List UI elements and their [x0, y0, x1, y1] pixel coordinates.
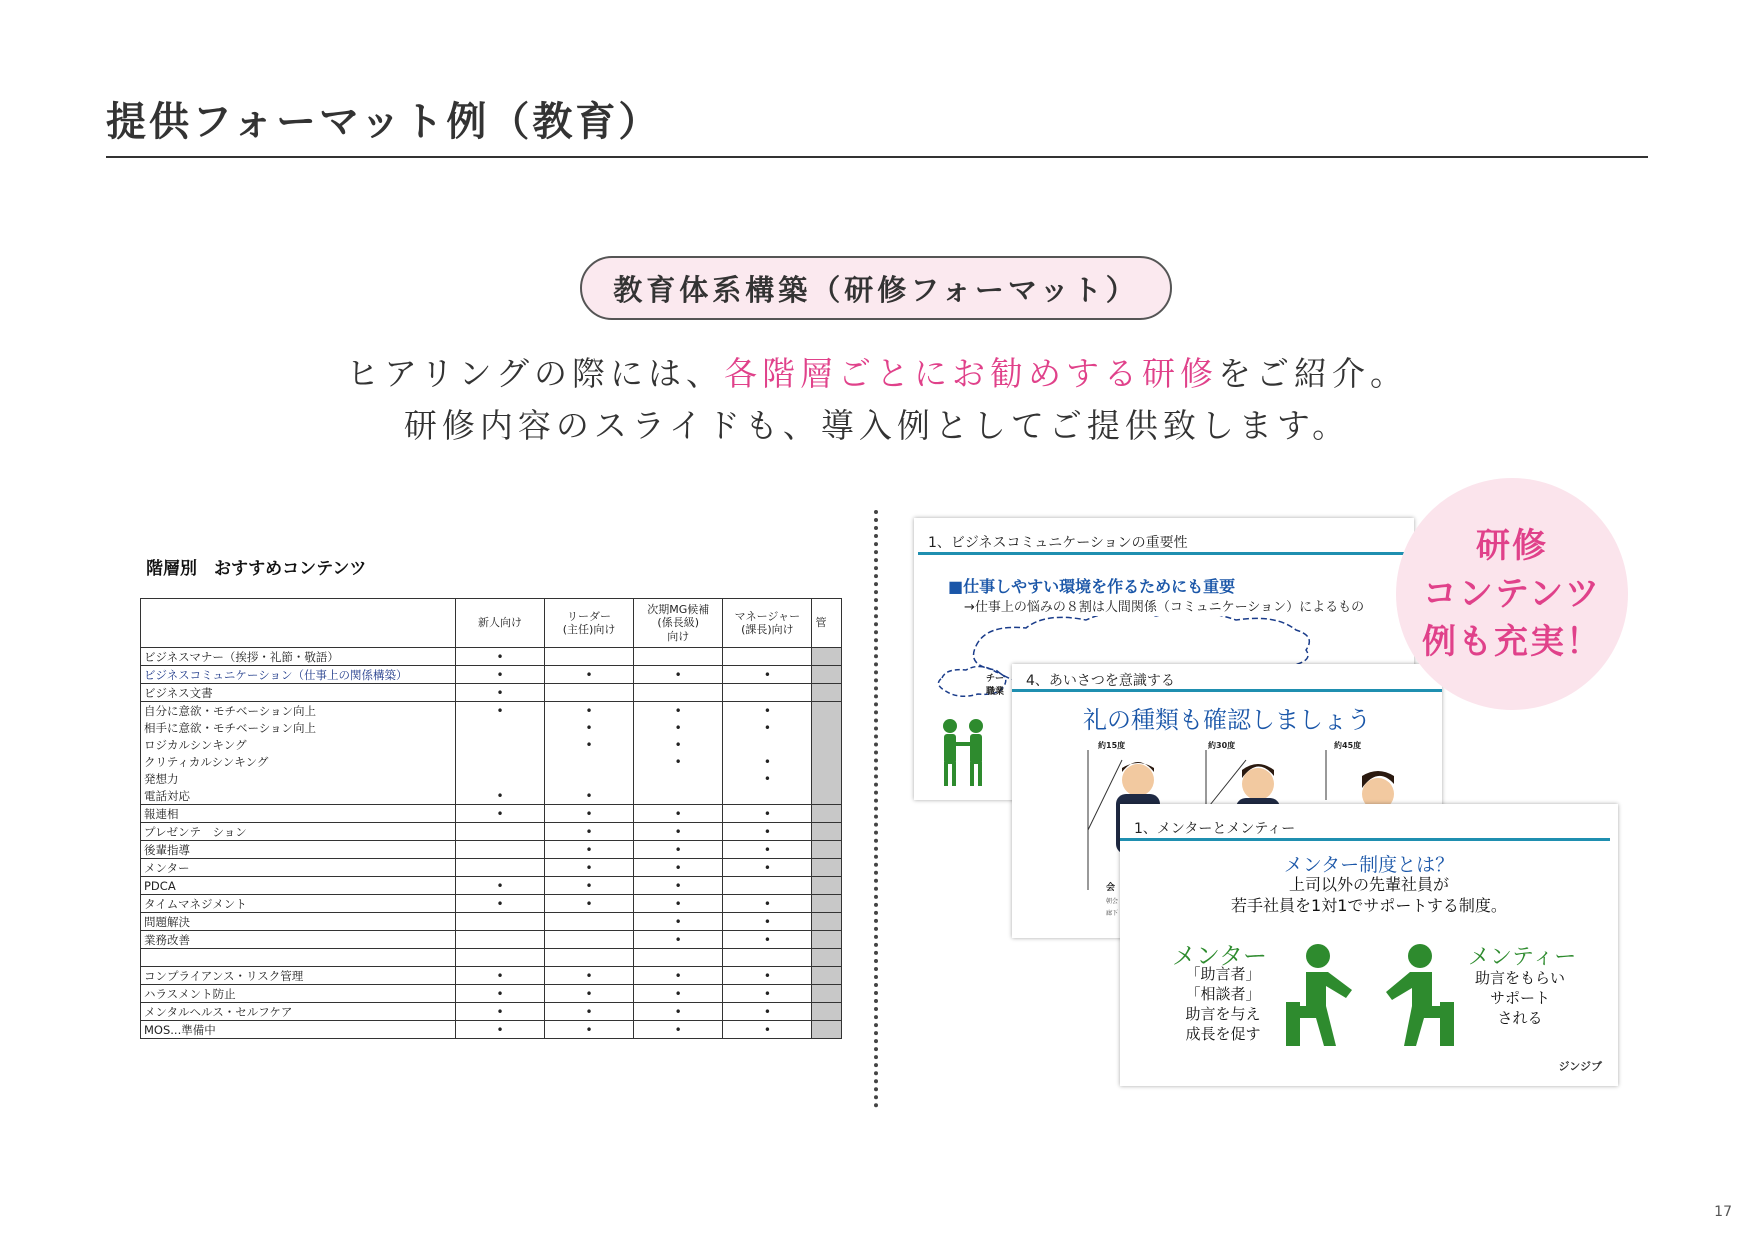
- row-label: ビジネスコミュニケーション（仕事上の関係構築）: [141, 666, 456, 684]
- table-row: [141, 1003, 842, 1021]
- mark-cell: •: [456, 666, 545, 684]
- mentor-line: 成長を促す: [1185, 1025, 1261, 1043]
- slide2-header: 4、あいさつを意識する: [1026, 673, 1175, 689]
- mark-cell: •: [723, 666, 812, 684]
- row-label: コンプライアンス・リスク管理: [141, 967, 456, 985]
- mark-cell: •: [634, 1003, 723, 1021]
- column-header: 新人向け: [456, 599, 545, 648]
- mark-cell: •: [545, 823, 634, 841]
- slide1-header: 1、ビジネスコミュニケーションの重要性: [928, 535, 1188, 551]
- mark-cell: •: [723, 823, 812, 841]
- row-label: 問題解決: [141, 913, 456, 931]
- mark-cell: •: [634, 719, 723, 736]
- mentor-line: 「助言者」: [1185, 965, 1261, 983]
- handshake-figures-icon: [943, 719, 983, 786]
- table-row: [141, 841, 842, 859]
- column-header: リーダー (主任)向け: [545, 599, 634, 648]
- mark-cell: [456, 736, 545, 753]
- mark-cell: [545, 770, 634, 787]
- mark-cell: •: [456, 895, 545, 913]
- cut-off-column-cell: [812, 1021, 842, 1039]
- row-label: 報連相: [141, 805, 456, 823]
- mark-cell: [723, 648, 812, 666]
- section-pill-label: 教育体系構築（研修フォーマット）: [613, 272, 1139, 307]
- mark-cell: •: [634, 967, 723, 985]
- contents-badge: [1396, 478, 1628, 710]
- row-label: ビジネスマナー（挨拶・礼節・敬語）: [141, 648, 456, 666]
- mark-cell: •: [545, 736, 634, 753]
- cut-off-column-cell: [812, 1003, 842, 1021]
- mark-cell: •: [634, 753, 723, 770]
- mark-cell: •: [456, 684, 545, 702]
- mark-cell: [723, 787, 812, 805]
- slide2-header-bar: [1012, 689, 1442, 692]
- page-number: 17: [1714, 1204, 1732, 1220]
- mark-cell: •: [634, 823, 723, 841]
- badge-line: 研修: [1476, 525, 1548, 566]
- mark-cell: •: [723, 1003, 812, 1021]
- header-blank-cell: [141, 599, 456, 648]
- mark-cell: •: [723, 805, 812, 823]
- mark-cell: •: [545, 985, 634, 1003]
- mark-cell: •: [634, 913, 723, 931]
- cut-off-column-cell: [812, 770, 842, 787]
- row-label: ビジネス文書: [141, 684, 456, 702]
- table-row: [141, 805, 842, 823]
- intro-highlight: 各階層ごとにお勧めする研修: [724, 354, 1219, 393]
- mark-cell: [456, 841, 545, 859]
- mark-cell: [456, 719, 545, 736]
- mark-cell: •: [723, 931, 812, 949]
- spacer-cell: [634, 949, 723, 967]
- table-row: [141, 859, 842, 877]
- mark-cell: •: [634, 702, 723, 720]
- cloud-text-2: 職業: [986, 687, 1005, 697]
- cut-off-column-cell: [812, 859, 842, 877]
- cut-off-column-cell: [812, 913, 842, 931]
- cut-off-column-cell: [812, 719, 842, 736]
- mark-cell: •: [723, 1021, 812, 1039]
- mark-cell: •: [723, 702, 812, 720]
- row-label: 後輩指導: [141, 841, 456, 859]
- mark-cell: •: [723, 913, 812, 931]
- mentor-line: 「相談者」: [1185, 985, 1261, 1003]
- mark-cell: •: [634, 1021, 723, 1039]
- table-spacer-row: [141, 949, 842, 967]
- mark-cell: •: [634, 985, 723, 1003]
- row-label: クリティカルシンキング: [141, 753, 456, 770]
- row-label: 発想力: [141, 770, 456, 787]
- cloud-text-1: チー: [986, 674, 1005, 684]
- column-header: 次期MG候補 (係長級) 向け: [634, 599, 723, 648]
- mark-cell: •: [723, 967, 812, 985]
- mark-cell: •: [545, 787, 634, 805]
- contents-table: [140, 598, 842, 1072]
- slide2-foot-2: 朝会: [1106, 898, 1119, 905]
- mark-cell: [456, 913, 545, 931]
- table-row: [141, 985, 842, 1003]
- mark-cell: [634, 787, 723, 805]
- mark-cell: •: [634, 877, 723, 895]
- mark-cell: •: [723, 859, 812, 877]
- slide1-header-bar: [918, 552, 1406, 555]
- bow-label-1: 約15度: [1098, 741, 1126, 750]
- spacer-cell: [723, 949, 812, 967]
- mark-cell: [723, 684, 812, 702]
- slide1-subtitle: ■仕事しやすい環境を作るためにも重要: [948, 577, 1236, 596]
- mark-cell: •: [456, 1003, 545, 1021]
- mentee-line: 助言をもらい: [1474, 969, 1565, 987]
- table-row: [141, 666, 842, 684]
- cut-off-column-cell: [812, 702, 842, 720]
- cut-off-column-cell: [812, 841, 842, 859]
- mark-cell: [723, 877, 812, 895]
- mark-cell: •: [545, 666, 634, 684]
- table-row: [141, 931, 842, 949]
- mentor-description: [1178, 964, 1268, 1044]
- mentee-label: メンティー: [1468, 945, 1577, 970]
- spacer-cell: [456, 949, 545, 967]
- table-row: [141, 1021, 842, 1039]
- mark-cell: •: [545, 877, 634, 895]
- mentee-line: される: [1497, 1009, 1543, 1027]
- mentee-line: サポート: [1489, 989, 1550, 1007]
- intro-line-1-a: ヒアリングの際には、: [345, 354, 725, 393]
- mark-cell: [723, 736, 812, 753]
- mark-cell: •: [456, 805, 545, 823]
- slide1-note: →仕事上の悩みの８割は人間関係（コミュニケーション）によるもの: [964, 600, 1365, 615]
- mark-cell: [545, 913, 634, 931]
- mentee-description: [1470, 968, 1570, 1028]
- table-row: [141, 736, 842, 753]
- mark-cell: •: [723, 895, 812, 913]
- row-label: メンタルヘルス・セルフケア: [141, 1003, 456, 1021]
- cut-off-column-cell: [812, 823, 842, 841]
- mark-cell: [456, 931, 545, 949]
- cut-off-column-cell: [812, 753, 842, 770]
- brand-logo: ジンジブ: [1558, 1060, 1602, 1073]
- mark-cell: •: [545, 841, 634, 859]
- mark-cell: •: [634, 859, 723, 877]
- table-row: [141, 753, 842, 770]
- mark-cell: •: [456, 702, 545, 720]
- page-title: 提供フォーマット例（教育）: [106, 99, 662, 145]
- cut-off-column-cell: [812, 684, 842, 702]
- cut-off-column-cell: [812, 648, 842, 666]
- row-label: タイムマネジメント: [141, 895, 456, 913]
- mark-cell: [545, 648, 634, 666]
- table-row: [141, 719, 842, 736]
- row-label: 自分に意欲・モチベーション向上: [141, 702, 456, 720]
- column-header: マネージャー (課長)向け: [723, 599, 812, 648]
- mark-cell: [456, 770, 545, 787]
- table-row: [141, 877, 842, 895]
- mark-cell: •: [723, 841, 812, 859]
- row-label: メンター: [141, 859, 456, 877]
- mark-cell: [634, 684, 723, 702]
- spacer-cell: [141, 949, 456, 967]
- mark-cell: •: [456, 877, 545, 895]
- mark-cell: •: [545, 1021, 634, 1039]
- mark-cell: •: [545, 895, 634, 913]
- row-label: 電話対応: [141, 787, 456, 805]
- intro-line-1: [0, 348, 1754, 395]
- slide3-desc-2: 若手社員を1対1でサポートする制度。: [1231, 896, 1507, 915]
- spacer-cell: [812, 949, 842, 967]
- mentor-label: メンター: [1172, 942, 1268, 970]
- row-label: PDCA: [141, 877, 456, 895]
- slide3-desc-1: 上司以外の先輩社員が: [1288, 875, 1449, 894]
- mark-cell: •: [545, 967, 634, 985]
- cut-off-column-cell: [812, 666, 842, 684]
- table-header-row: [141, 599, 842, 648]
- cut-off-column-cell: [812, 805, 842, 823]
- mark-cell: •: [545, 1003, 634, 1021]
- slide3-header: 1、メンターとメンティー: [1134, 821, 1296, 837]
- mentor-mentee-figures-icon: [1280, 942, 1460, 1052]
- section-pill: [580, 256, 1172, 320]
- mark-cell: •: [545, 805, 634, 823]
- mark-cell: •: [456, 1021, 545, 1039]
- mark-cell: [456, 753, 545, 770]
- mark-cell: [545, 684, 634, 702]
- mark-cell: •: [456, 985, 545, 1003]
- mark-cell: [456, 823, 545, 841]
- mark-cell: •: [634, 736, 723, 753]
- slide3-header-bar: [1120, 838, 1610, 841]
- cut-off-column-cell: [812, 895, 842, 913]
- cut-off-column-cell: [812, 877, 842, 895]
- mark-cell: •: [545, 702, 634, 720]
- mark-cell: •: [456, 787, 545, 805]
- spacer-cell: [545, 949, 634, 967]
- table-row: [141, 770, 842, 787]
- mark-cell: •: [723, 985, 812, 1003]
- intro-line-2: 研修内容のスライドも、導入例としてご提供致します。: [403, 406, 1351, 445]
- row-label: ロジカルシンキング: [141, 736, 456, 753]
- slide2-foot-3: 廊下: [1106, 910, 1119, 917]
- badge-line: コンテンツ: [1422, 573, 1602, 614]
- intro-line-1-b: をご紹介。: [1218, 354, 1409, 393]
- mark-cell: [634, 648, 723, 666]
- table-row: [141, 823, 842, 841]
- mentor-line: 助言を与え: [1185, 1005, 1261, 1023]
- mark-cell: •: [634, 841, 723, 859]
- mark-cell: [545, 753, 634, 770]
- slide-mentor-mentee: [1120, 804, 1618, 1086]
- row-label: 相手に意欲・モチベーション向上: [141, 719, 456, 736]
- badge-line: 例も充実！: [1422, 622, 1602, 663]
- cut-off-column-cell: [812, 736, 842, 753]
- mark-cell: •: [723, 719, 812, 736]
- slide2-foot-1: 会: [1106, 883, 1116, 893]
- slide2-title: 礼の種類も確認しましょう: [1083, 706, 1371, 734]
- mark-cell: •: [634, 805, 723, 823]
- table-row: [141, 895, 842, 913]
- contents-grid: [140, 598, 842, 1039]
- row-label: プレゼンテ ション: [141, 823, 456, 841]
- table-row: [141, 702, 842, 720]
- mark-cell: [634, 770, 723, 787]
- slide3-question: メンター制度とは？: [1283, 854, 1455, 876]
- mark-cell: •: [723, 770, 812, 787]
- mark-cell: [456, 859, 545, 877]
- mark-cell: •: [545, 719, 634, 736]
- mark-cell: •: [545, 859, 634, 877]
- mark-cell: •: [723, 753, 812, 770]
- dotted-divider: [874, 510, 878, 1108]
- mark-cell: •: [456, 648, 545, 666]
- table-row: [141, 787, 842, 805]
- mark-cell: •: [634, 895, 723, 913]
- cut-off-column-cell: [812, 967, 842, 985]
- bow-label-2: 約30度: [1208, 741, 1236, 750]
- table-row: [141, 913, 842, 931]
- cut-off-column-cell: [812, 931, 842, 949]
- mark-cell: •: [456, 967, 545, 985]
- mark-cell: •: [634, 666, 723, 684]
- table-row: [141, 648, 842, 666]
- mark-cell: [545, 931, 634, 949]
- row-label: ハラスメント防止: [141, 985, 456, 1003]
- column-header: 管: [812, 599, 842, 648]
- bow-label-3: 約45度: [1334, 741, 1362, 750]
- table-row: [141, 684, 842, 702]
- title-divider: [106, 156, 1648, 158]
- sheet-title: 階層別 おすすめコンテンツ: [146, 559, 367, 579]
- cut-off-column-cell: [812, 985, 842, 1003]
- mark-cell: •: [634, 931, 723, 949]
- row-label: 業務改善: [141, 931, 456, 949]
- row-label: MOS...準備中: [141, 1021, 456, 1039]
- table-row: [141, 967, 842, 985]
- cut-off-column-cell: [812, 787, 842, 805]
